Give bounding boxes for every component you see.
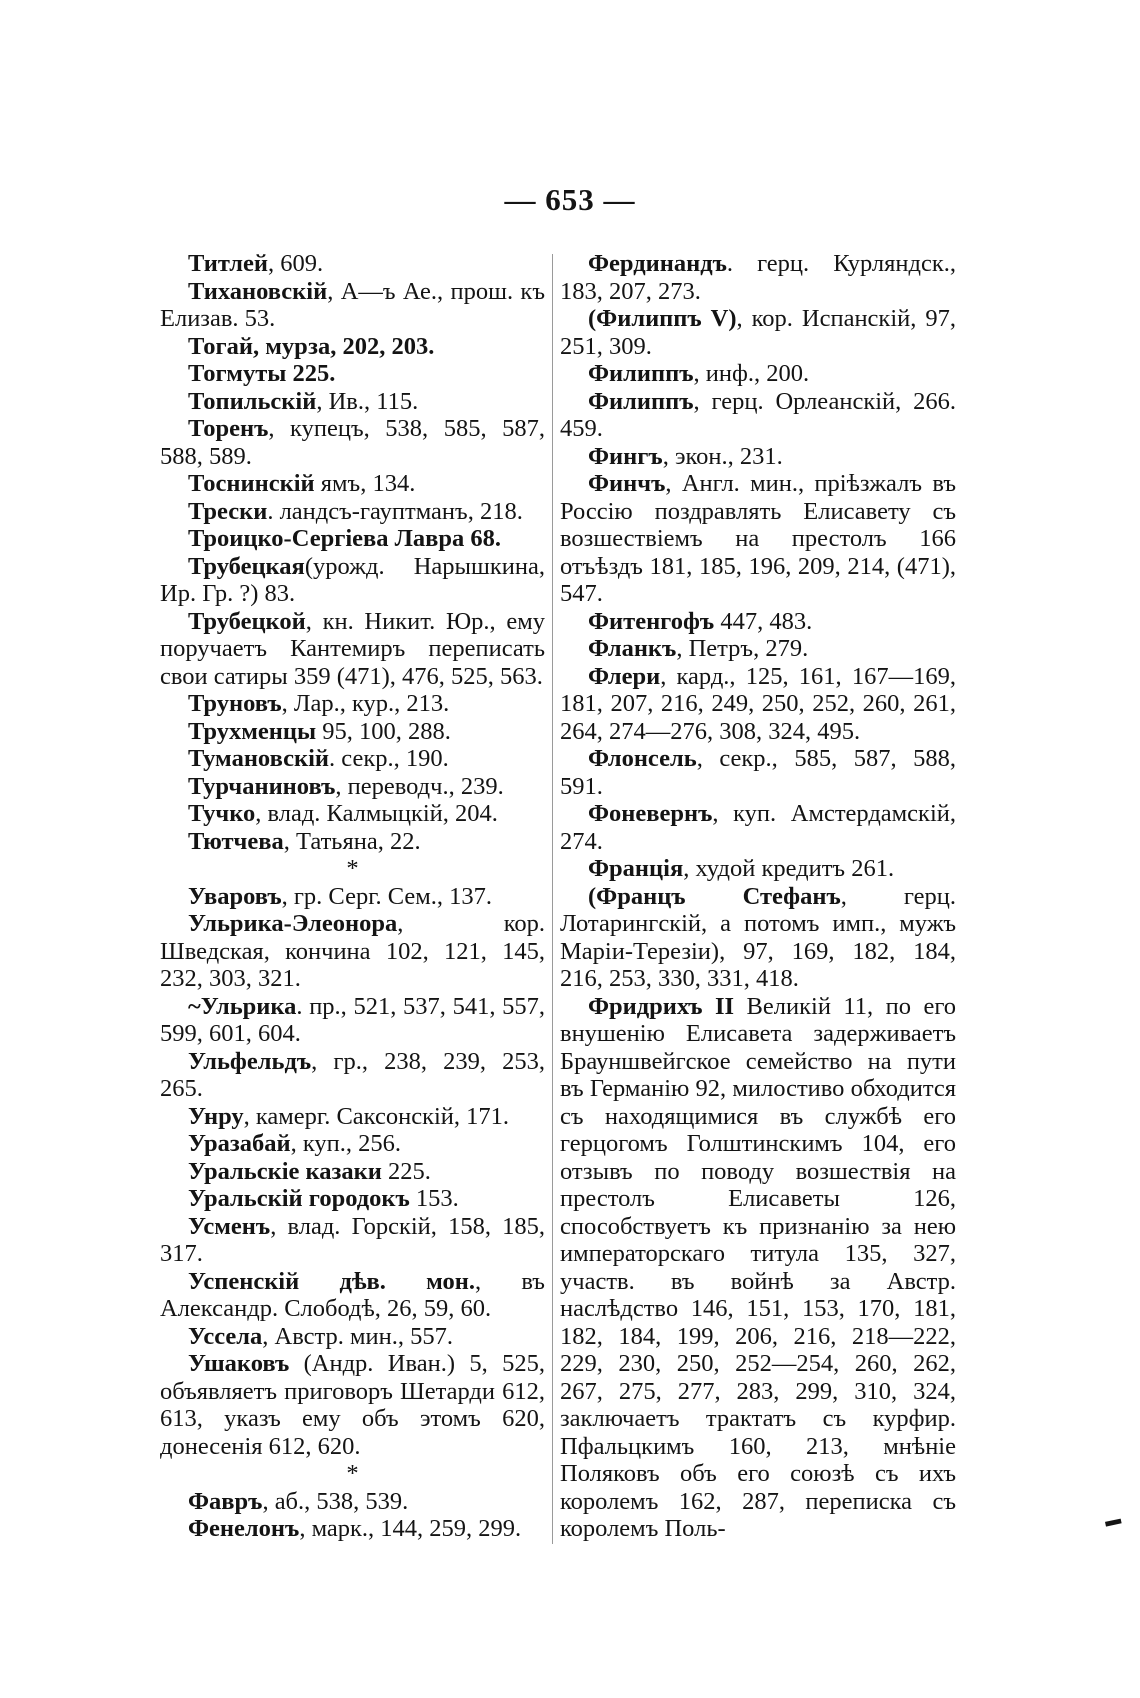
column-divider xyxy=(552,254,553,1544)
index-entry xyxy=(560,635,956,663)
index-entry xyxy=(160,1048,545,1103)
entry-heading: Фитенгофъ xyxy=(588,607,715,635)
index-entry xyxy=(160,690,545,718)
entry-text: , инф., 200. xyxy=(693,360,810,387)
entry-heading: Флонсель xyxy=(588,745,697,772)
entry-text: , кн. Никит. Юр., ему поручаетъ Кантемиръ переписать свои сатиры 359 (471), 476, 525, 563. xyxy=(160,607,545,690)
entry-heading: Тогмуты 225. xyxy=(188,360,336,387)
entry-heading: Флери xyxy=(588,662,661,690)
entry-heading: Уральскіе казаки xyxy=(188,1157,382,1185)
entry-heading: Тихановскій xyxy=(188,277,328,305)
entry-heading: Троицко-Сергіева Лавра 68. xyxy=(188,525,501,552)
entry-text: . секр., 190. xyxy=(329,745,449,772)
entry-heading: Турчаниновъ xyxy=(188,772,336,800)
entry-text: , въ Александр. Слободѣ, 26, 59, 60. xyxy=(160,1267,545,1322)
index-entry xyxy=(160,828,545,856)
entry-text: (урожд. Нарышкина, Ир. Гр. ?) 83. xyxy=(160,552,545,607)
index-entry xyxy=(160,1158,545,1186)
entry-heading: Ушаковъ xyxy=(188,1350,290,1377)
entry-heading: Трубецкой xyxy=(188,607,306,635)
index-entry xyxy=(160,470,545,498)
entry-heading: Фингъ xyxy=(588,442,663,470)
index-entry xyxy=(160,278,545,333)
index-entry xyxy=(160,718,545,746)
entry-text: 447, 483. xyxy=(714,607,813,635)
index-entry xyxy=(160,498,545,526)
entry-heading: Титлей xyxy=(188,250,269,277)
index-entry xyxy=(160,1130,545,1158)
entry-text: . пр., 521, 537, 541, 557, 599, 601, 604. xyxy=(160,992,545,1047)
entry-heading: ~Ульрика xyxy=(188,992,297,1020)
index-entry xyxy=(160,553,545,608)
index-entry xyxy=(560,745,956,800)
entry-text: Великій 11, по его внушенію Елисавета задерживаетъ Брауншвейгское семейство на пути въ Германію 92, милостиво обходится съ находящимися въ службѣ его герцогомъ Голштинскимъ 104, его отзывъ по поводу возшествія на престолъ Елисаветы 126, способствуетъ къ признанію за нею императорскаго титула 135, 327, участв. въ войнѣ за Австр. наслѣдство 146, 151, 153, 170, 181, 182, 184, 199, 206, 216, 218—222, 229, 230, 250, 252—254, 260, 262, 267, 275, 277, 283, 299, 310, 324, заключаетъ трактатъ съ курфир. Пфальцкимъ 160, 213, мнѣніе Поляковъ объ его союзѣ съ ихъ королемъ 162, 287, переписка съ королемъ Поль- xyxy=(560,992,957,1542)
entry-text: , купецъ, 538, 585, 587, 588, 589. xyxy=(160,415,545,470)
entry-heading: Труновъ xyxy=(188,690,282,717)
index-entry xyxy=(560,360,956,388)
index-entry xyxy=(560,993,956,1543)
index-entry xyxy=(560,800,956,855)
section-separator: * xyxy=(346,855,359,882)
index-entry xyxy=(160,1515,545,1543)
entry-heading: Франція xyxy=(588,855,684,882)
entry-heading: Уссела xyxy=(188,1322,263,1350)
index-entry xyxy=(160,608,545,691)
index-entry xyxy=(560,250,956,305)
entry-heading: Топильскій xyxy=(188,387,317,415)
entry-heading: Уваровъ xyxy=(188,882,282,910)
entry-text: , Лар., кур., 213. xyxy=(281,690,450,717)
entry-heading: Уральскій городокъ xyxy=(188,1185,410,1212)
entry-heading: Филиппъ xyxy=(588,360,694,387)
entry-text: , герц. Лотарингскій, а потомъ имп., мужъ Маріи-Терезіи), 97, 169, 182, 184, 216, 253, 330, 331, 418. xyxy=(560,882,956,992)
index-entry xyxy=(160,883,545,911)
entry-heading: Тучко xyxy=(188,800,256,827)
index-entry xyxy=(160,800,545,828)
index-entry xyxy=(560,443,956,471)
entry-text: , 609. xyxy=(268,250,324,277)
index-entry xyxy=(560,470,956,608)
entry-heading: (Филиппъ V) xyxy=(588,305,737,332)
index-entry xyxy=(160,1103,545,1131)
page-number: — 653 — xyxy=(504,182,636,217)
entry-text: , герц. Орлеанскій, 266. 459. xyxy=(560,387,956,442)
index-entry xyxy=(160,993,545,1048)
index-entry xyxy=(160,1323,545,1351)
index-entry xyxy=(160,1488,545,1516)
entry-text: , кор. Шведская, кончина 102, 121, 145, 232, 303, 321. xyxy=(160,910,545,992)
index-entry xyxy=(160,745,545,773)
index-entry xyxy=(160,415,545,470)
entry-heading: Фридрихъ II xyxy=(588,992,735,1020)
index-entry xyxy=(560,663,956,746)
entry-heading: Уразабай xyxy=(188,1130,291,1157)
entry-text: , Англ. мин., пріѣзжалъ въ Россію поздравлять Елисавету съ возшествіемъ на престолъ 166 отъѣздъ 181, 185, 196, 209, 214, (471), 547. xyxy=(560,470,956,607)
entry-text: . герц. Курляндск., 183, 207, 273. xyxy=(560,250,956,305)
entry-text: , камерг. Саксонскій, 171. xyxy=(243,1102,510,1130)
index-entry xyxy=(160,1213,545,1268)
index-entry xyxy=(160,1268,545,1323)
entry-heading: Фланкъ xyxy=(588,635,677,662)
index-entry xyxy=(160,1185,545,1213)
entry-heading: Тютчева xyxy=(188,827,284,855)
entry-text: , аб., 538, 539. xyxy=(262,1487,409,1515)
index-entry xyxy=(160,773,545,801)
entry-heading: Торенъ xyxy=(188,415,269,442)
entry-heading: Тумановскій xyxy=(188,745,330,772)
index-entry xyxy=(160,333,545,361)
entry-text: , куп. Амстердамскій, 274. xyxy=(560,800,956,855)
entry-text: , марк., 144, 259, 299. xyxy=(299,1515,522,1542)
entry-heading: Усменъ xyxy=(188,1212,271,1240)
entry-text: , Ив., 115. xyxy=(316,387,419,415)
entry-heading: Унру xyxy=(188,1102,244,1130)
entry-heading: Ульфельдъ xyxy=(188,1047,312,1075)
index-entry xyxy=(160,1350,545,1460)
entry-text: , Петръ, 279. xyxy=(676,635,809,662)
entry-text: , переводч., 239. xyxy=(335,772,504,800)
entry-heading: Филиппъ xyxy=(588,387,694,415)
entry-text: , кард., 125, 161, 167—169, 181, 207, 216, 249, 250, 252, 260, 261, 264, 274—276, 308, 324, 495. xyxy=(560,662,956,745)
index-entry xyxy=(160,910,545,993)
entry-heading: Успенскій дѣв. мон. xyxy=(188,1267,475,1295)
index-column-left xyxy=(160,250,545,1543)
entry-heading: Тоснинскій xyxy=(188,470,315,497)
entry-text: ямъ, 134. xyxy=(314,470,416,497)
entry-text: , А—ъ Ае., прош. къ Елизав. 53. xyxy=(160,277,545,332)
section-separator: * xyxy=(346,1460,359,1487)
entry-heading: (Францъ Стефанъ xyxy=(588,882,841,910)
entry-heading: Ульрика-Элеонора xyxy=(188,910,398,937)
entry-heading: Финчъ xyxy=(588,470,666,497)
entry-text: 225. xyxy=(381,1157,431,1185)
entry-heading: Трухменцы xyxy=(188,717,317,745)
index-entry xyxy=(160,250,545,278)
entry-heading: Тогай, мурза, 202, 203. xyxy=(188,332,435,360)
entry-text: , секр., 585, 587, 588, 591. xyxy=(560,745,956,800)
index-entry xyxy=(560,855,956,883)
entry-text: , худой кредитъ 261. xyxy=(683,855,895,882)
entry-text: (Андр. Иван.) 5, 525, объявляетъ приговоръ Шетарди 612, 613, указъ ему объ этомъ 620, донесенія 612, 620. xyxy=(160,1350,545,1460)
entry-text: , влад. Горскій, 158, 185, 317. xyxy=(160,1212,545,1267)
index-entry xyxy=(560,883,956,993)
entry-text: . ландсъ-гауптманъ, 218. xyxy=(267,497,523,525)
entry-heading: Фердинандъ xyxy=(588,250,727,277)
index-entry xyxy=(160,360,545,388)
entry-text: , куп., 256. xyxy=(290,1130,401,1157)
entry-text: , гр. Серг. Сем., 137. xyxy=(281,882,492,910)
entry-text: 153. xyxy=(409,1185,459,1212)
index-entry xyxy=(560,305,956,360)
entry-heading: Фенелонъ xyxy=(188,1515,300,1542)
corner-mark-icon: ▬ xyxy=(1103,1510,1123,1531)
entry-text: , Татьяна, 22. xyxy=(283,827,421,855)
index-column-right xyxy=(560,250,956,1543)
entry-text: , экон., 231. xyxy=(662,442,783,470)
entry-heading: Трубецкая xyxy=(188,552,305,580)
index-entry xyxy=(560,608,956,636)
index-entry xyxy=(560,388,956,443)
entry-heading: Фавръ xyxy=(188,1487,263,1515)
entry-text: 95, 100, 288. xyxy=(316,717,451,745)
entry-text: , влад. Калмыцкій, 204. xyxy=(255,800,498,827)
index-entry xyxy=(160,525,545,553)
index-entry xyxy=(160,388,545,416)
entry-heading: Трески xyxy=(188,497,268,525)
entry-text: , Австр. мин., 557. xyxy=(262,1322,453,1350)
entry-heading: Фоневернъ xyxy=(588,800,713,827)
entry-text: , кор. Испанскій, 97, 251, 309. xyxy=(560,305,956,360)
entry-text: , гр., 238, 239, 253, 265. xyxy=(160,1047,545,1102)
